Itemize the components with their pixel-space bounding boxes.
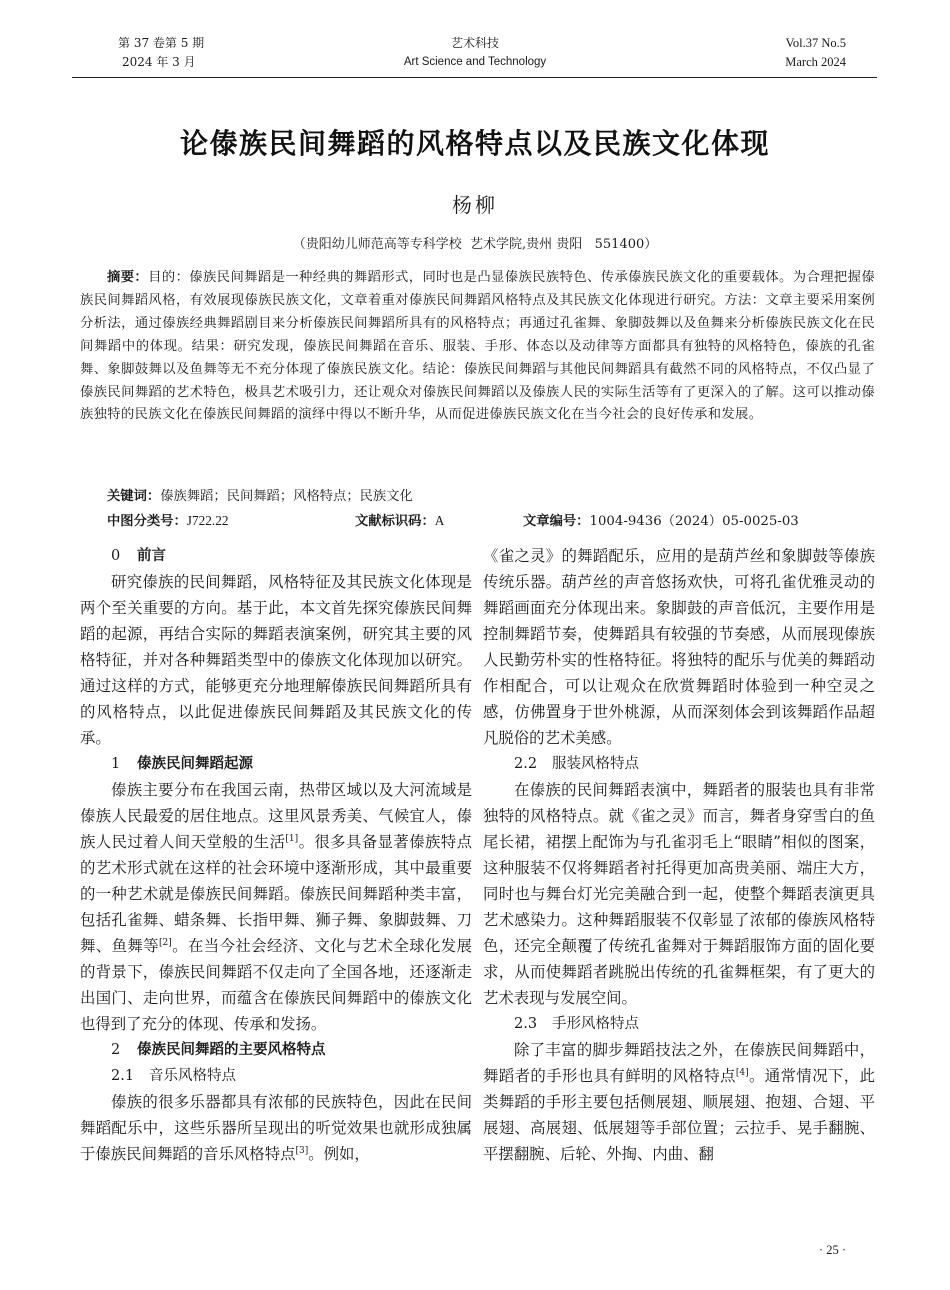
paragraph [483, 1037, 875, 1167]
header-rule [72, 77, 877, 78]
text-run: 傣族主要分布在我国云南，热带区域以及大河流域是傣族人民最爱的居住地点。这里风景秀美、气候宜人，傣族人民过着人间天堂般的生活 [80, 781, 472, 851]
affiliation: （贵阳幼儿师范高等专科学校 艺术学院,贵州 贵阳 551400） [292, 237, 658, 252]
abstract-text: 目的：傣族民间舞蹈是一种经典的舞蹈形式，同时也是凸显傣族民族特色、传承傣族民族文化的重要载体。为合理把握傣族民间舞蹈风格，有效展现傣族民族文化，文章着重对傣族民间舞蹈风格特点及其民族文化体现进行研究。方法：文章主要采用案例分析法，通过傣族经典舞蹈剧目来分析傣族民间舞蹈所具有的风格特点；再通过孔雀舞、象脚鼓舞以及鱼舞来分析傣族民族文化在民间舞蹈中的体现。结果：研究发现，傣族民间舞蹈在音乐、服装、手形、体态以及动律等方面都具有独特的风格特色，傣族的孔雀舞、象脚鼓舞以及鱼舞等无不充分体现了傣族民族文化。结论：傣族民间舞蹈与其他民间舞蹈具有截然不同的风格特点，不仅凸显了傣族民间舞蹈的艺术特色，极具艺术吸引力，还让观众对傣族民间舞蹈以及傣族人民的实际生活等有了更深入的了解。这可以推动傣族独特的民族文化在傣族民间舞蹈的演绎中得以不断升华，从而促进傣族民族文化在当今社会的良好传承和发展。 [80, 270, 875, 423]
section-heading-0 [80, 543, 472, 569]
text-run: 。很多具备显著傣族特点的艺术形式就在这样的社会环境中逐渐形成，其中最重要的一种艺术就是傣族民间舞蹈。傣族民间舞蹈种类丰富，包括孔雀舞、蜡条舞、长指甲舞、狮子舞、象脚鼓舞、刀舞、鱼舞等 [80, 833, 472, 955]
text-run: 除了丰富的脚步舞蹈技法之外，在傣族民间舞蹈中，舞蹈者的手形也具有鲜明的风格特点 [483, 1041, 875, 1085]
subsection-number: 2.3 [514, 1016, 538, 1032]
section-title: 傣族民间舞蹈的主要风格特点 [137, 1042, 326, 1058]
keywords [107, 485, 413, 504]
subsection-heading-2-1 [80, 1063, 472, 1089]
section-number: 1 [111, 756, 121, 772]
section-number: 2 [111, 1042, 121, 1058]
page-number: · 25 · [818, 1243, 846, 1257]
publication-date-en: March 2024 [785, 55, 846, 69]
abstract-label: 摘要： [107, 270, 149, 285]
article-label: 文章编号： [523, 514, 590, 529]
journal-name-en: Art Science and Technology [403, 56, 547, 68]
paragraph: 研究傣族的民间舞蹈，风格特征及其民族文化体现是两个至关重要的方向。基于此，本文首先探究傣族民间舞蹈的起源，再结合实际的舞蹈表演案例，研究其主要的风格特征，并对各种舞蹈类型中的傣族文化体现加以研究。通过这样的方式，能够更充分地理解傣族民间舞蹈所具有的风格特点，以此促进傣族民间舞蹈及其民族文化的传承。 [80, 573, 472, 747]
author: 杨柳 [452, 193, 498, 217]
doc-value: A [434, 513, 445, 528]
classification-line [107, 510, 877, 532]
text-run: 傣族的很多乐器都具有浓郁的民族特色，因此在民间舞蹈配乐中，这些乐器所呈现出的听觉效果也就形成独属于傣族民间舞蹈的音乐风格特点 [80, 1093, 472, 1163]
subsection-heading-2-2 [483, 751, 875, 777]
section-number: 0 [111, 548, 121, 564]
section-title: 前言 [137, 548, 166, 564]
subsection-title: 服装风格特点 [552, 756, 639, 772]
text-run: 。例如， [308, 1145, 370, 1163]
paragraph [80, 1089, 472, 1167]
citation-ref-1[interactable]: [1] [285, 834, 299, 844]
publication-date: 2024 年 3 月 [122, 55, 196, 69]
keywords-label: 关键词： [107, 489, 161, 504]
subsection-heading-2-3 [483, 1011, 875, 1037]
section-title: 傣族民间舞蹈起源 [137, 756, 253, 772]
body-right-column [483, 543, 875, 1167]
section-heading-1 [80, 751, 472, 777]
paragraph-continued: 《雀之灵》的舞蹈配乐，应用的是葫芦丝和象脚鼓等傣族传统乐器。葫芦丝的声音悠扬欢快，可将孔雀优雅灵动的舞蹈画面充分体现出来。象脚鼓的声音低沉，主要作用是控制舞蹈节奏，使舞蹈具有较强的节奏感，从而展现傣族人民勤劳朴实的性格特征。将独特的配乐与优美的舞蹈动作相配合，可以让观众在欣赏舞蹈时体验到一种空灵之感，仿佛置身于世外桃源，从而深刻体会到该舞蹈作品超凡脱俗的艺术美感。 [483, 547, 875, 747]
paragraph [80, 777, 472, 1037]
paragraph: 在傣族的民间舞蹈表演中，舞蹈者的服装也具有非常独特的风格特点。就《雀之灵》而言，舞者身穿雪白的鱼尾长裙，裙摆上配饰为与孔雀羽毛上“眼睛”相似的图案，这种服装不仅将舞蹈者衬托得更加高贵美丽、端庄大方，同时也与舞台灯光完美融合到一起，使整个舞蹈表演更具艺术感染力。这种舞蹈服装不仅彰显了浓郁的傣族风格特色，还完全颠覆了传统孔雀舞对于舞蹈服饰方面的固化要求，从而使舞蹈者跳脱出传统的孔雀舞框架，有了更大的艺术表现与发展空间。 [483, 781, 875, 1007]
subsection-number: 2.1 [111, 1068, 135, 1084]
text-run: 。在当今社会经济、文化与艺术全球化发展的背景下，傣族民间舞蹈不仅走向了全国各地，还逐渐走出国门、走向世界，而蕴含在傣族民间舞蹈中的傣族文化也得到了充分的体现、传承和发扬。 [80, 937, 472, 1033]
clc-number [107, 510, 229, 529]
section-heading-2 [80, 1037, 472, 1063]
article-number [523, 510, 799, 529]
doc-label: 文献标识码： [355, 514, 435, 529]
article-value: 1004-9436（2024）05-0025-03 [589, 514, 799, 529]
abstract [80, 267, 875, 427]
article-title: 论傣族民间舞蹈的风格特点以及民族文化体现 [179, 127, 770, 160]
subsection-title: 手形风格特点 [552, 1016, 639, 1032]
subsection-title: 音乐风格特点 [149, 1068, 236, 1084]
volume-issue: 第 37 卷第 5 期 [118, 36, 205, 50]
text-run: 。通常情况下，此类舞蹈的手形主要包括侧展翅、顺展翅、抱翅、合翅、平展翅、高展翅、低展翅等手部位置；云拉手、晃手翻腕、平摆翻腕、后轮、外掏、内曲、翻 [483, 1067, 875, 1163]
keywords-text: 傣族舞蹈；民间舞蹈；风格特点；民族文化 [160, 489, 413, 504]
journal-name-cn: 艺术科技 [450, 36, 499, 50]
clc-value: J722.22 [186, 513, 229, 528]
volume-issue-en: Vol.37 No.5 [785, 36, 846, 50]
subsection-number: 2.2 [514, 756, 538, 772]
journal-volume-info-en [785, 34, 846, 72]
citation-ref-2[interactable]: [2] [159, 938, 172, 948]
clc-label: 中图分类号： [107, 514, 187, 529]
body-left-column [80, 543, 472, 1167]
document-code [355, 510, 444, 529]
citation-ref-3[interactable]: [3] [295, 1146, 309, 1156]
citation-ref-4[interactable]: [4] [735, 1068, 749, 1078]
